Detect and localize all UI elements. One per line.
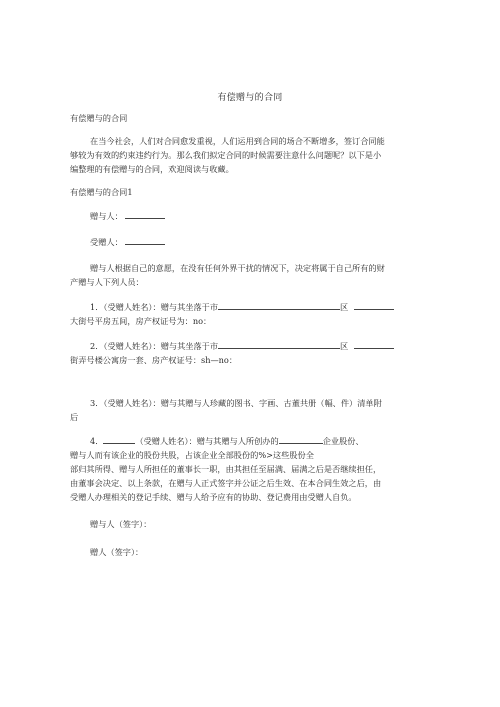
item-4-line-5: 受赠人办理相关的登记手续、赠与人给予应有的协助、登记费用由受赠人自负。 — [70, 492, 357, 502]
item-1-line-1 — [90, 300, 432, 314]
donee-blank — [125, 235, 165, 245]
item-4-line-1 — [90, 434, 432, 448]
intro-line-1: 在当今社会，人们对合同愈发重视，人们运用到合同的场合不断增多，签订合同能 — [90, 136, 385, 146]
donor-signature-line: 赠与人（签字）： — [90, 519, 152, 529]
donee-row — [90, 235, 432, 249]
donor-blank — [125, 209, 165, 219]
document-heading: 有偿赠与的合同 — [70, 113, 128, 123]
item-1-text-b: 区 — [340, 302, 349, 312]
para-1-line-2: 产赠与人下列人员： — [70, 277, 144, 287]
contract-title: 有偿赠与的合同1 — [70, 187, 133, 197]
item-4-line-4: 由董事会决定、以上条款，在赠与人正式签字并公证之后生效、在本合同生效之后，由 — [70, 478, 382, 488]
item-4-line-3: 部归其所得、赠与人所担任的董事长一职，由其担任至届满、届满之后是否继续担任， — [70, 464, 382, 474]
item-4-company-blank — [279, 434, 323, 444]
item-1-district-blank — [354, 300, 394, 310]
item-3-line-2: 后 — [70, 412, 79, 422]
intro-line-3: 编整理的有偿赠与的合同，欢迎阅读与收藏。 — [70, 164, 234, 174]
donee-signature-line: 赠人（签字）： — [90, 547, 144, 557]
item-2-line-2: 街弄号楼公寓房一套、房产权证号：sh—no： — [70, 355, 238, 365]
item-4-line-2: 赠与人而有该企业的股份共股，占该企业全部股份的%>这些股份全 — [70, 450, 314, 460]
donor-label: 赠与人： — [90, 211, 123, 221]
item-4-text-a: 4． — [90, 436, 104, 446]
item-1-text-a: 1．（受赠人姓名）：赠与其坐落于市 — [90, 302, 219, 312]
item-4-name-blank — [103, 434, 135, 444]
item-4-text-c: 企业股份、 — [322, 436, 364, 446]
item-1-city-blank — [218, 300, 340, 310]
item-4-text-b: （受赠人姓名）：赠与其赠与人所创办的 — [135, 436, 279, 446]
item-2-district-blank — [354, 339, 394, 349]
para-1-line-1: 赠与人根据自己的意愿，在没有任何外界干扰的情况下，决定将属于自己所有的财 — [90, 263, 385, 273]
donor-row — [90, 209, 432, 223]
item-2-city-blank — [218, 339, 340, 349]
item-2-text-b: 区 — [340, 341, 349, 351]
page-title: 有偿赠与的合同 — [217, 93, 283, 103]
item-3-line-1: 3．（受赠人姓名）：赠与其赠与人珍藏的图书、字画、古董共册（幅、件）清单附 — [90, 398, 382, 408]
intro-line-2: 够较为有效的约束违约行为。那么我们拟定合同的时候需要注意什么问题呢？以下是小 — [70, 150, 382, 160]
item-2-text-a: 2．（受赠人姓名）：赠与其坐落于市 — [90, 341, 219, 351]
item-2-line-1 — [90, 339, 432, 353]
donee-label: 受赠人： — [90, 237, 123, 247]
item-1-line-2: 大街号平房五间，房产权证号为：no： — [70, 316, 212, 326]
